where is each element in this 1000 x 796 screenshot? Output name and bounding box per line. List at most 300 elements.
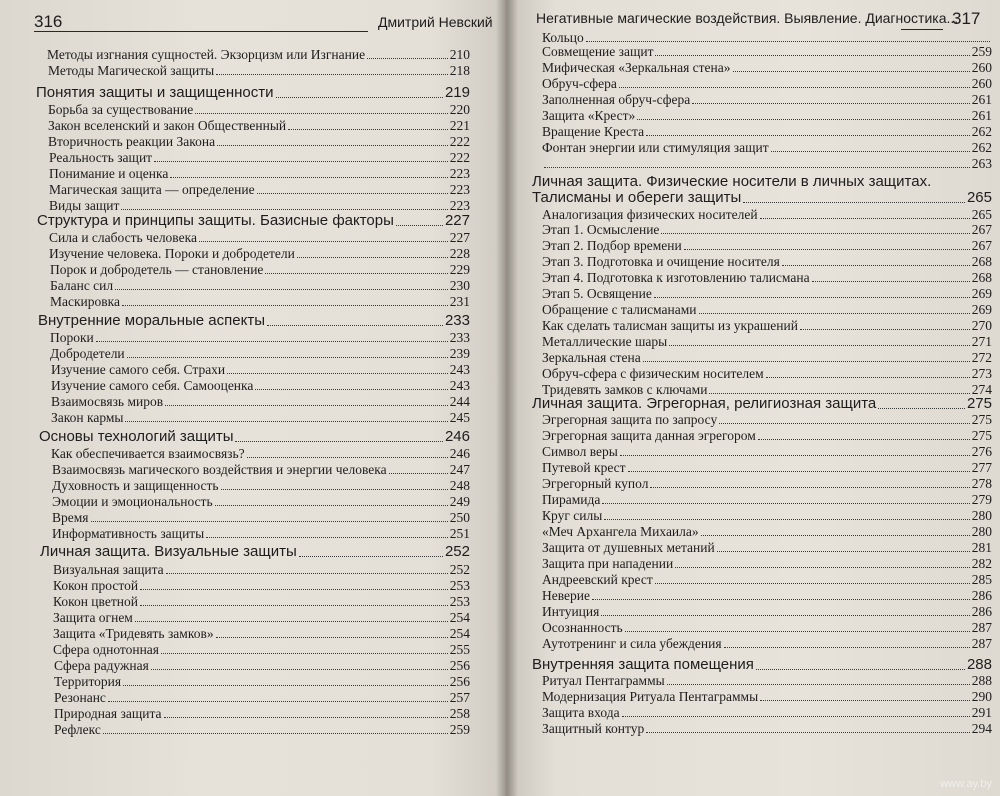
toc-entry-page: 267	[971, 222, 992, 237]
toc-entry-title: Металлические шары	[542, 334, 668, 349]
toc-dot-leader	[161, 653, 448, 654]
toc-entry-page: 269	[971, 286, 992, 301]
toc-dot-leader	[699, 313, 970, 314]
toc-entry-page: 253	[449, 594, 470, 609]
toc-entry-page: 287	[971, 620, 992, 635]
toc-entry	[542, 492, 992, 507]
toc-entry-page: 288	[966, 656, 992, 673]
toc-dot-leader	[115, 289, 448, 290]
toc-entry	[53, 642, 470, 657]
toc-entry-page: 253	[449, 578, 470, 593]
toc-entry	[542, 366, 992, 381]
toc-dot-leader	[108, 701, 448, 702]
toc-entry	[542, 556, 992, 571]
toc-entry-page: 243	[449, 362, 470, 377]
toc-entry	[542, 140, 992, 155]
toc-entry-page: 268	[971, 254, 992, 269]
toc-section-heading	[40, 543, 470, 560]
toc-entry-title: Сфера однотонная	[53, 642, 160, 657]
toc-entry-page: 279	[971, 492, 992, 507]
toc-entry	[54, 658, 470, 673]
toc-dot-leader	[692, 103, 970, 104]
toc-entry-page: 255	[449, 642, 470, 657]
toc-entry	[53, 610, 470, 625]
toc-entry	[52, 462, 470, 477]
toc-dot-leader	[878, 408, 965, 409]
toc-section-heading	[36, 84, 470, 101]
toc-entry-title: Духовность и защищенность	[52, 478, 219, 493]
toc-dot-leader	[389, 473, 448, 474]
toc-entry-page: 219	[444, 84, 470, 101]
toc-entry	[54, 722, 470, 737]
toc-entry-page: 230	[449, 278, 470, 293]
toc-entry-title: Изучение самого себя. Страхи	[51, 362, 226, 377]
toc-entry-title: Этап 3. Подготовка и очищение носителя	[542, 254, 780, 269]
toc-dot-leader	[544, 167, 970, 168]
toc-dot-leader	[125, 421, 447, 422]
toc-entry-page: 265	[966, 189, 992, 206]
toc-dot-leader	[602, 503, 969, 504]
toc-entry	[542, 620, 992, 635]
toc-entry	[49, 230, 470, 245]
toc-dot-leader	[719, 423, 970, 424]
toc-entry	[49, 182, 470, 197]
toc-entry-title: Личная защита. Визуальные защиты	[40, 543, 297, 560]
toc-entry-page: 291	[971, 705, 992, 720]
toc-entry	[48, 102, 470, 117]
toc-entry	[53, 578, 470, 593]
toc-dot-leader	[215, 505, 448, 506]
toc-entry-page: 274	[971, 382, 992, 397]
toc-entry-page: 221	[449, 118, 470, 133]
toc-entry	[50, 330, 470, 345]
toc-entry	[542, 673, 992, 688]
toc-entry-title: Рефлекс	[54, 722, 101, 737]
toc-entry-title: Порок и добродетель — становление	[50, 262, 264, 277]
toc-dot-leader	[170, 177, 447, 178]
toc-entry-title: Борьба за существование	[48, 102, 194, 117]
toc-entry-title: Защита «Крест»	[542, 108, 636, 123]
toc-entry	[50, 278, 470, 293]
toc-entry	[542, 156, 992, 171]
toc-entry-page: 256	[449, 658, 470, 673]
toc-entry-title: Фонтан энергии или стимуляция защит	[542, 140, 769, 155]
toc-dot-leader	[758, 439, 970, 440]
toc-dot-leader	[288, 129, 448, 130]
toc-entry-page: 246	[449, 446, 470, 461]
toc-entry	[49, 198, 470, 213]
toc-entry-title: Вращение Креста	[542, 124, 645, 139]
book-gutter	[496, 0, 518, 796]
toc-dot-leader	[297, 257, 448, 258]
toc-entry-page: 262	[971, 124, 992, 139]
toc-entry-page: 280	[971, 524, 992, 539]
left-page-number: 316	[34, 12, 63, 31]
toc-entry-page: 259	[971, 44, 992, 59]
toc-entry	[542, 318, 992, 333]
toc-entry-title: Методы Магической защиты	[48, 63, 215, 78]
toc-dot-leader	[135, 621, 448, 622]
toc-entry	[542, 44, 992, 59]
toc-entry-page: 245	[449, 410, 470, 425]
toc-entry-title: Структура и принципы защиты. Базисные факторы	[37, 212, 394, 229]
toc-entry	[542, 76, 992, 91]
toc-dot-leader	[103, 733, 448, 734]
toc-entry	[542, 30, 992, 45]
toc-dot-leader	[592, 599, 970, 600]
toc-dot-leader	[127, 357, 448, 358]
toc-dot-leader	[655, 55, 969, 56]
toc-entry-page: 222	[449, 134, 470, 149]
toc-entry-title: Маскировка	[50, 294, 120, 309]
toc-entry-title: Понимание и оценка	[49, 166, 169, 181]
toc-entry-title: Визуальная защита	[53, 562, 164, 577]
toc-entry-title: Символ веры	[542, 444, 618, 459]
toc-entry-title: Эгрегорная защита данная эгрегором	[542, 428, 756, 443]
toc-entry-title: Кокон простой	[53, 578, 139, 593]
toc-entry-title: Основы технологий защиты	[39, 428, 234, 445]
toc-dot-leader	[235, 441, 442, 442]
toc-entry-title: «Меч Архангела Михаила»	[542, 524, 699, 539]
toc-entry	[49, 246, 470, 261]
toc-entry-page: 250	[449, 510, 470, 525]
right-page	[506, 0, 1000, 796]
toc-dot-leader	[257, 193, 448, 194]
toc-entry-title: Пирамида	[542, 492, 601, 507]
toc-entry	[50, 262, 470, 277]
toc-dot-leader	[643, 361, 970, 362]
toc-dot-leader	[628, 471, 970, 472]
toc-entry-page: 273	[971, 366, 992, 381]
toc-entry-title: Обращение с талисманами	[542, 302, 697, 317]
toc-entry-title: Осознанность	[542, 620, 623, 635]
toc-dot-leader	[195, 113, 448, 114]
toc-entry-page: 244	[449, 394, 470, 409]
toc-entry-title: Изучение человека. Пороки и добродетели	[49, 246, 295, 261]
toc-dot-leader	[216, 637, 448, 638]
toc-entry-title: Этап 5. Освящение	[542, 286, 652, 301]
toc-entry-page: 276	[971, 444, 992, 459]
toc-dot-leader	[601, 615, 969, 616]
toc-entry-page: 223	[449, 198, 470, 213]
toc-entry-page: 252	[449, 562, 470, 577]
toc-entry-page: 270	[971, 318, 992, 333]
toc-entry	[53, 562, 470, 577]
toc-entry-page: 254	[449, 626, 470, 641]
toc-entry-title: Защита «Тридевять замков»	[53, 626, 214, 641]
toc-entry-page: 260	[971, 60, 992, 75]
toc-entry-page: 281	[971, 540, 992, 555]
toc-dot-leader	[367, 58, 448, 59]
toc-entry-page: 268	[971, 270, 992, 285]
toc-entry	[49, 150, 470, 165]
toc-entry-page: 272	[971, 350, 992, 365]
toc-entry-page: 269	[971, 302, 992, 317]
toc-dot-leader	[164, 717, 448, 718]
toc-dot-leader	[756, 669, 965, 670]
toc-entry	[53, 594, 470, 609]
toc-entry-title: Время	[52, 510, 89, 525]
toc-dot-leader	[724, 647, 970, 648]
toc-entry	[48, 63, 470, 78]
left-running-head: Дмитрий Невский	[378, 14, 493, 30]
toc-dot-leader	[667, 684, 970, 685]
toc-entry-page: 275	[971, 428, 992, 443]
toc-dot-leader	[701, 535, 970, 536]
toc-entry-page: 277	[971, 460, 992, 475]
toc-entry-page: 210	[449, 47, 470, 62]
toc-entry	[542, 270, 992, 285]
toc-entry-title: Андреевский крест	[542, 572, 653, 587]
toc-entry-title: Путевой крест	[542, 460, 626, 475]
toc-entry-page: 239	[449, 346, 470, 361]
toc-entry-title: Добродетели	[50, 346, 125, 361]
toc-dot-leader	[650, 487, 969, 488]
toc-entry-page: 267	[971, 238, 992, 253]
toc-entry-title: Талисманы и обереги защиты	[532, 189, 742, 206]
toc-entry-title: Защита от душевных метаний	[542, 540, 715, 555]
toc-entry	[542, 238, 992, 253]
toc-dot-leader	[140, 589, 448, 590]
toc-entry-title: Защита входа	[542, 705, 620, 720]
toc-entry	[542, 588, 992, 603]
toc-entry-title: Обруч-сфера	[542, 76, 617, 91]
toc-entry	[51, 378, 470, 393]
toc-entry-page: 290	[971, 689, 992, 704]
toc-dot-leader	[91, 521, 448, 522]
toc-entry-page: 248	[449, 478, 470, 493]
right-running-head: Негативные магические воздействия. Выявление. Диагностика...	[536, 10, 959, 26]
toc-entry-page: 233	[449, 330, 470, 345]
toc-entry-page: 246	[444, 428, 470, 445]
toc-entry-title: Информативность защиты	[52, 526, 205, 541]
toc-entry-title: Обруч-сфера с физическим носителем	[542, 366, 764, 381]
toc-entry	[542, 92, 992, 107]
toc-entry-page: 286	[971, 604, 992, 619]
toc-entry	[52, 526, 470, 541]
toc-dot-leader	[165, 405, 448, 406]
toc-entry	[542, 689, 992, 704]
toc-entry	[51, 410, 470, 425]
toc-entry-title: Магическая защита — определение	[49, 182, 255, 197]
toc-entry-title: Сила и слабость человека	[49, 230, 197, 245]
toc-entry-title: Совмещение защит	[542, 44, 654, 59]
toc-dot-leader	[800, 329, 970, 330]
toc-dot-leader	[669, 345, 970, 346]
toc-entry-page: 286	[971, 588, 992, 603]
toc-entry	[51, 394, 470, 409]
toc-entry	[542, 286, 992, 301]
toc-entry	[542, 572, 992, 587]
toc-entry	[542, 334, 992, 349]
toc-entry	[542, 476, 992, 491]
toc-entry-title: Неверие	[542, 588, 590, 603]
toc-entry-title: Кокон цветной	[53, 594, 138, 609]
toc-entry-title: Методы изгнания сущностей. Экзорцизм или Изгнание	[47, 47, 366, 62]
toc-dot-leader	[625, 631, 970, 632]
toc-entry	[54, 674, 470, 689]
toc-dot-leader	[265, 273, 447, 274]
toc-dot-leader	[206, 537, 447, 538]
toc-dot-leader	[267, 325, 443, 326]
toc-entry-page: 218	[449, 63, 470, 78]
toc-dot-leader	[276, 97, 443, 98]
toc-entry	[49, 166, 470, 181]
toc-entry	[542, 60, 992, 75]
toc-entry-title: Зеркальная стена	[542, 350, 641, 365]
toc-entry-title: Закон кармы	[51, 410, 124, 425]
toc-entry-page: 278	[971, 476, 992, 491]
toc-entry-page: 285	[971, 572, 992, 587]
toc-dot-leader	[675, 567, 970, 568]
toc-dot-leader	[812, 281, 970, 282]
toc-entry-title: Защитный контур	[542, 721, 645, 736]
toc-dot-leader	[733, 71, 970, 72]
toc-entry-page: 251	[449, 526, 470, 541]
toc-entry-title: Ритуал Пентаграммы	[542, 673, 665, 688]
toc-entry-page: 247	[449, 462, 470, 477]
toc-entry-title: Заполненная обруч-сфера	[542, 92, 691, 107]
toc-entry-title: Изучение самого себя. Самооценка	[51, 378, 254, 393]
toc-entry-title: Сфера радужная	[54, 658, 149, 673]
toc-entry-page: 227	[449, 230, 470, 245]
toc-entry-title: Этап 4. Подготовка к изготовлению талисмана	[542, 270, 810, 285]
toc-dot-leader	[227, 373, 448, 374]
toc-entry-page: 222	[449, 150, 470, 165]
toc-entry	[542, 124, 992, 139]
right-toc	[506, 0, 1000, 796]
toc-entry	[47, 47, 470, 62]
toc-entry-page: 271	[971, 334, 992, 349]
toc-entry	[542, 524, 992, 539]
toc-dot-leader	[140, 605, 448, 606]
toc-section-heading	[38, 312, 470, 329]
toc-entry-title: Понятия защиты и защищенности	[36, 84, 274, 101]
toc-dot-leader	[655, 583, 970, 584]
toc-entry	[542, 428, 992, 443]
toc-entry-page: 263	[971, 156, 992, 171]
toc-entry	[52, 478, 470, 493]
toc-entry-page: 260	[971, 76, 992, 91]
toc-entry-title: Внутренние моральные аспекты	[38, 312, 265, 329]
toc-entry-page: 261	[971, 92, 992, 107]
toc-dot-leader	[622, 716, 970, 717]
toc-entry-title: Реальность защит	[49, 150, 153, 165]
toc-entry-page: 265	[971, 207, 992, 222]
toc-dot-leader	[299, 556, 443, 557]
toc-section-heading	[37, 212, 470, 229]
toc-entry	[542, 444, 992, 459]
toc-entry-page: 261	[971, 108, 992, 123]
toc-dot-leader	[396, 225, 443, 226]
toc-entry-page: 231	[449, 294, 470, 309]
toc-entry	[542, 302, 992, 317]
toc-dot-leader	[154, 161, 448, 162]
toc-dot-leader	[216, 74, 448, 75]
toc-entry-title: Эгрегорная защита по запросу	[542, 412, 718, 427]
toc-dot-leader	[121, 209, 447, 210]
toc-entry-page: 223	[449, 166, 470, 181]
toc-entry-title: Личная защита. Физические носители в личных защитах.	[532, 173, 932, 190]
toc-entry	[542, 222, 992, 237]
toc-entry-page: 282	[971, 556, 992, 571]
toc-entry-title: Кольцо	[542, 30, 584, 45]
toc-entry	[542, 636, 992, 651]
toc-dot-leader	[586, 41, 990, 42]
toc-entry-title: Резонанс	[54, 690, 106, 705]
toc-dot-leader	[123, 685, 448, 686]
toc-dot-leader	[604, 519, 969, 520]
toc-entry-page: 275	[966, 395, 992, 412]
toc-entry	[542, 460, 992, 475]
toc-entry	[51, 362, 470, 377]
watermark: www.ay.by	[940, 778, 992, 790]
toc-dot-leader	[743, 202, 965, 203]
toc-dot-leader	[255, 389, 447, 390]
toc-entry-page: 288	[971, 673, 992, 688]
toc-entry-page: 233	[444, 312, 470, 329]
toc-entry-title: Вторичность реакции Закона	[48, 134, 216, 149]
toc-entry	[542, 721, 992, 736]
toc-dot-leader	[654, 297, 970, 298]
toc-entry-title: Природная защита	[54, 706, 162, 721]
toc-dot-leader	[760, 218, 970, 219]
toc-entry-title: Баланс сил	[50, 278, 114, 293]
toc-dot-leader	[637, 119, 969, 120]
toc-entry-page: 243	[449, 378, 470, 393]
toc-dot-leader	[646, 135, 970, 136]
toc-entry	[50, 346, 470, 361]
toc-dot-leader	[619, 87, 970, 88]
toc-entry-page: 287	[971, 636, 992, 651]
toc-dot-leader	[646, 732, 970, 733]
toc-entry-page: 259	[449, 722, 470, 737]
toc-entry	[52, 494, 470, 509]
toc-dot-leader	[620, 455, 970, 456]
toc-entry-title: Как сделать талисман защиты из украшений	[542, 318, 798, 333]
toc-entry	[542, 207, 992, 222]
toc-entry-title: Взаимосвязь миров	[51, 394, 164, 409]
toc-entry-title: Личная защита. Эгрегорная, религиозная защита	[532, 395, 877, 412]
toc-entry-page: 252	[444, 543, 470, 560]
toc-entry-title: Аналогизация физических носителей	[542, 207, 758, 222]
toc-entry-title: Защита огнем	[53, 610, 133, 625]
toc-dot-leader	[96, 341, 448, 342]
toc-entry-page: 257	[449, 690, 470, 705]
toc-entry	[54, 706, 470, 721]
toc-entry-page: 223	[449, 182, 470, 197]
toc-entry	[51, 446, 470, 461]
toc-section-heading	[532, 189, 992, 206]
toc-entry-title: Эмоции и эмоциональность	[52, 494, 213, 509]
toc-entry	[50, 294, 470, 309]
toc-entry	[542, 540, 992, 555]
toc-entry-title: Как обеспечивается взаимосвязь?	[51, 446, 245, 461]
toc-entry-title: Этап 1. Осмысление	[542, 222, 660, 237]
toc-dot-leader	[771, 151, 970, 152]
toc-entry-page: 275	[971, 412, 992, 427]
toc-dot-leader	[684, 249, 970, 250]
toc-entry	[53, 626, 470, 641]
toc-dot-leader	[217, 145, 448, 146]
toc-entry-page: 228	[449, 246, 470, 261]
toc-entry-title: Тридевять замков с ключами	[542, 382, 708, 397]
toc-dot-leader	[661, 233, 969, 234]
toc-dot-leader	[760, 700, 970, 701]
toc-entry-title: Модернизация Ритуала Пентаграммы	[542, 689, 759, 704]
toc-entry-title: Интуиция	[542, 604, 600, 619]
toc-entry-title: Этап 2. Подбор времени	[542, 238, 682, 253]
